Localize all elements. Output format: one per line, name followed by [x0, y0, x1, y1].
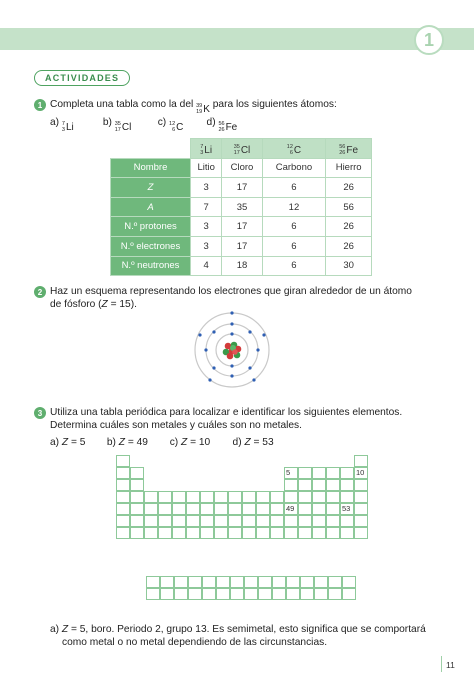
f-block-cell [188, 588, 202, 600]
periodic-table-cell [354, 455, 368, 467]
q3-opt-c-value: = 10 [190, 437, 211, 448]
q1-option-c [158, 116, 204, 134]
th-li-mass: 7 [200, 144, 204, 151]
periodic-table-cell [312, 467, 326, 479]
q1-opt-a-z: 3 [61, 126, 65, 133]
answer-line1-text: = 5, boro. Periodo 2, grupo 13. Es semimetal, esto significa que se comportará [70, 624, 426, 635]
periodic-table-cell [116, 467, 130, 479]
periodic-table-cell [242, 515, 256, 527]
row-label-electrones: N.º electrones [111, 236, 191, 256]
f-block-cell [216, 588, 230, 600]
cell: Cloro [222, 158, 262, 178]
table-row [111, 178, 372, 198]
periodic-table-cell [298, 467, 312, 479]
cell: 6 [262, 217, 326, 237]
q2-line2-b: = 15). [107, 299, 137, 310]
question-3-line-1: Utiliza una tabla periódica para localizar e identificar los siguientes elementos. [50, 407, 403, 418]
periodic-table-cell [340, 479, 354, 491]
periodic-table-cell [172, 503, 186, 515]
f-block-cell [188, 576, 202, 588]
answer-var: Z [61, 624, 69, 635]
periodic-table-cell [298, 527, 312, 539]
row-label-a: A [111, 197, 191, 217]
f-block-cell [230, 588, 244, 600]
element-number-b5: 5 [286, 468, 291, 477]
q1-opt-c-z: 6 [172, 126, 176, 133]
periodic-table-cell [326, 479, 340, 491]
periodic-table-cell [186, 515, 200, 527]
periodic-table-cell [130, 491, 144, 503]
periodic-table-cell [242, 491, 256, 503]
f-block-cell [160, 588, 174, 600]
f-block-cell [146, 576, 160, 588]
chapter-number: 1 [414, 25, 444, 55]
lanthanide-actinide-rows [146, 576, 370, 608]
q3-opt-a-letter: a) [50, 437, 60, 448]
q3-opt-d-var: Z [244, 437, 251, 448]
q3-opt-b-value: = 49 [127, 437, 148, 448]
periodic-table-cell [200, 527, 214, 539]
cell: 17 [222, 236, 262, 256]
th-li-z: 3 [200, 149, 204, 156]
cell: 30 [326, 256, 372, 276]
periodic-table-cell [256, 491, 270, 503]
periodic-table-cell [158, 503, 172, 515]
cell: 4 [191, 256, 222, 276]
periodic-table-cell [242, 527, 256, 539]
periodic-table-cell [144, 515, 158, 527]
question-number-3: 3 [34, 407, 46, 419]
q3-option-a [50, 436, 104, 449]
element-number-ne10: 10 [356, 468, 365, 477]
q1-ref-isotope [196, 103, 210, 116]
page-number: 11 [446, 660, 455, 670]
periodic-table-cell [158, 515, 172, 527]
table-header-row [111, 139, 372, 159]
q3-opt-c-var: Z [181, 437, 188, 448]
f-block-cell [174, 588, 188, 600]
q1-opt-d-mass: 56 [218, 121, 225, 127]
cell: 6 [262, 236, 326, 256]
periodic-table-cell [172, 491, 186, 503]
periodic-table-cell [326, 467, 340, 479]
periodic-table-cell [284, 479, 298, 491]
cell: 12 [262, 197, 326, 217]
element-number-i53: 53 [342, 504, 351, 513]
periodic-table-cell [242, 503, 256, 515]
periodic-table-cell [186, 503, 200, 515]
periodic-table-cell [298, 515, 312, 527]
q1-options [50, 116, 257, 134]
periodic-table-cell [200, 503, 214, 515]
cell: Hierro [326, 158, 372, 178]
q3-opt-a-value: = 5 [70, 437, 86, 448]
q1-option-b-letter: b) [102, 117, 112, 128]
q1-opt-a-mass: 7 [61, 121, 65, 127]
th-fe-sym: Fe [346, 145, 359, 157]
periodic-table-cell [270, 527, 284, 539]
q3-opt-d-letter: d) [232, 437, 242, 448]
periodic-table-cell [284, 527, 298, 539]
table-header-fe [326, 139, 372, 159]
question-2-line-1: Haz un esquema representando los electrones que giran alrededor de un átomo [50, 286, 412, 297]
q2-line2-a: de fósforo ( [50, 299, 102, 310]
q1-option-d [207, 116, 257, 134]
answer-line-1 [50, 623, 426, 636]
f-block-cell [286, 588, 300, 600]
q3-options [50, 436, 293, 449]
periodic-table-cell [144, 491, 158, 503]
periodic-table-cell [354, 479, 368, 491]
th-c-z: 6 [289, 149, 293, 156]
header-band-right [444, 28, 474, 50]
q1-option-b [103, 116, 155, 134]
periodic-table-cell [130, 527, 144, 539]
periodic-table-cell [312, 479, 326, 491]
q1-opt-b-sym: Cl [121, 122, 132, 133]
periodic-table-cell [326, 515, 340, 527]
periodic-table-cell [312, 527, 326, 539]
periodic-table-cell [214, 515, 228, 527]
question-3-line-2: Determina cuáles son metales y cuáles son no metales. [50, 420, 302, 431]
f-block-cell [300, 576, 314, 588]
periodic-table-cell [340, 515, 354, 527]
atoms-table [110, 138, 372, 276]
periodic-table-cell [116, 503, 130, 515]
f-block-cell [314, 588, 328, 600]
periodic-table-cell [354, 491, 368, 503]
f-block-cell [314, 576, 328, 588]
q1-option-a [50, 116, 100, 134]
f-block-cell [342, 576, 356, 588]
periodic-table-cell [200, 491, 214, 503]
f-block-cell [258, 588, 272, 600]
periodic-table-cell [186, 527, 200, 539]
table-row [111, 217, 372, 237]
table-row [111, 256, 372, 276]
q1-option-a-letter: a) [50, 117, 60, 128]
periodic-table-cell [284, 503, 298, 515]
th-c-mass: 12 [286, 144, 293, 151]
phosphorus-atom-diagram [192, 310, 272, 390]
periodic-table-cell [130, 515, 144, 527]
q3-opt-b-var: Z [118, 437, 125, 448]
cell: 6 [262, 178, 326, 198]
q1-opt-d-z: 26 [218, 126, 225, 133]
periodic-table-cell [172, 515, 186, 527]
element-number-in49: 49 [286, 504, 295, 513]
f-block-cell [160, 576, 174, 588]
cell: 3 [191, 178, 222, 198]
question-number-1: 1 [34, 99, 46, 111]
periodic-table-cell [284, 467, 298, 479]
row-label-nombre: Nombre [111, 158, 191, 178]
periodic-table-cell [326, 503, 340, 515]
periodic-table-cell [158, 527, 172, 539]
question-number-2: 2 [34, 286, 46, 298]
periodic-table-cell [312, 491, 326, 503]
table-row [111, 236, 372, 256]
table-header-cl [222, 139, 262, 159]
header-band [0, 28, 474, 50]
periodic-table-cell [270, 503, 284, 515]
q1-opt-c-mass: 12 [169, 121, 176, 127]
f-block-cell [328, 576, 342, 588]
cell: 3 [191, 236, 222, 256]
f-block-cell [216, 576, 230, 588]
page-number-divider [441, 656, 442, 672]
periodic-table-cell [284, 515, 298, 527]
cell: Carbono [262, 158, 326, 178]
cell: 7 [191, 197, 222, 217]
q1-opt-b-mass: 35 [114, 121, 121, 127]
q1-opt-a-sym: Li [65, 122, 74, 133]
periodic-table-cell [298, 503, 312, 515]
periodic-table-cell [256, 527, 270, 539]
cell: 17 [222, 178, 262, 198]
q1-opt-c-sym: C [176, 122, 184, 133]
periodic-table-cell [214, 503, 228, 515]
th-c-sym: C [293, 145, 302, 157]
nucleus [223, 342, 242, 360]
periodic-table-cell [298, 479, 312, 491]
periodic-table-cell [284, 491, 298, 503]
periodic-table-cell [186, 491, 200, 503]
f-block-cell [202, 576, 216, 588]
answer-line-2: como metal o no metal dependiendo de las circunstancias. [62, 637, 328, 648]
periodic-table-cell [116, 479, 130, 491]
q3-opt-b-letter: b) [106, 437, 116, 448]
th-fe-z: 26 [339, 149, 346, 156]
periodic-table-cell [130, 479, 144, 491]
q3-option-d [233, 436, 293, 449]
cell: 56 [326, 197, 372, 217]
question-2-line-2 [50, 298, 137, 311]
periodic-table-cell [116, 455, 130, 467]
q1-text-b: para los siguientes átomos: [212, 99, 337, 110]
periodic-table-cell [228, 515, 242, 527]
table-header-c [262, 139, 326, 159]
row-label-z: Z [111, 178, 191, 198]
section-badge: ACTIVIDADES [34, 70, 130, 86]
periodic-table-grid [116, 455, 368, 563]
f-block-cell [258, 576, 272, 588]
periodic-table-cell [354, 503, 368, 515]
periodic-table-cell [326, 527, 340, 539]
table-corner [111, 139, 191, 159]
f-block-cell [342, 588, 356, 600]
periodic-table-cell [312, 503, 326, 515]
periodic-table-cell [340, 491, 354, 503]
periodic-table-cell [158, 491, 172, 503]
cell: 3 [191, 217, 222, 237]
periodic-table-cell [214, 527, 228, 539]
q3-opt-d-value: = 53 [253, 437, 274, 448]
periodic-table-cell [144, 527, 158, 539]
periodic-table-cell [214, 491, 228, 503]
cell: 17 [222, 217, 262, 237]
f-block-cell [244, 588, 258, 600]
cell: 26 [326, 178, 372, 198]
table-row [111, 158, 372, 178]
f-block-cell [286, 576, 300, 588]
q1-opt-d-sym: Fe [225, 122, 238, 133]
th-cl-mass: 35 [233, 144, 240, 151]
periodic-table-cell [116, 527, 130, 539]
periodic-table-cell [312, 515, 326, 527]
periodic-table-cell [270, 515, 284, 527]
f-block-cell [230, 576, 244, 588]
q1-opt-b-z: 17 [114, 126, 121, 133]
q3-opt-a-var: Z [61, 437, 69, 448]
periodic-table-cell [130, 467, 144, 479]
table-row [111, 197, 372, 217]
periodic-table-cell [172, 527, 186, 539]
f-block-cell [272, 588, 286, 600]
q3-option-b [107, 436, 167, 449]
th-fe-mass: 56 [339, 144, 346, 151]
q1-ref-z: 19 [196, 108, 203, 115]
cell: 26 [326, 217, 372, 237]
q1-text-a: Completa una tabla como la del [50, 99, 194, 110]
q1-ref-mass: 39 [196, 103, 203, 109]
f-block-cell [328, 588, 342, 600]
q1-option-d-letter: d) [206, 117, 216, 128]
periodic-table-cell [116, 491, 130, 503]
q2-line2-var: Z [101, 299, 108, 310]
f-block-cell [146, 588, 160, 600]
row-label-neutrones: N.º neutrones [111, 256, 191, 276]
cell: Litio [191, 158, 222, 178]
periodic-table-cell [228, 491, 242, 503]
periodic-table-cell [354, 515, 368, 527]
cell: 35 [222, 197, 262, 217]
f-block-cell [174, 576, 188, 588]
periodic-table-cell [354, 467, 368, 479]
f-block-cell [272, 576, 286, 588]
periodic-table-cell [298, 491, 312, 503]
f-block-cell [300, 588, 314, 600]
q1-ref-sym: K [203, 104, 210, 115]
f-block-cell [202, 588, 216, 600]
periodic-table-cell [130, 503, 144, 515]
periodic-table-cell [354, 527, 368, 539]
periodic-table-cell [228, 527, 242, 539]
q3-option-c [170, 436, 230, 449]
table-header-li [191, 139, 222, 159]
periodic-table-cell [144, 503, 158, 515]
periodic-table-cell [116, 515, 130, 527]
th-cl-sym: Cl [240, 145, 251, 157]
cell: 6 [262, 256, 326, 276]
periodic-table-cell [326, 491, 340, 503]
periodic-table-cell [270, 491, 284, 503]
question-1-text [50, 98, 337, 116]
th-li-sym: Li [204, 145, 213, 157]
q1-option-c-letter: c) [157, 117, 167, 128]
th-cl-z: 17 [233, 149, 240, 156]
periodic-table-cell [256, 515, 270, 527]
q3-opt-c-letter: c) [169, 437, 179, 448]
periodic-table-cell [340, 467, 354, 479]
periodic-table-cell [200, 515, 214, 527]
cell: 26 [326, 236, 372, 256]
periodic-table-cell [340, 527, 354, 539]
periodic-table-cell [256, 503, 270, 515]
answer-letter: a) [50, 624, 60, 635]
cell: 18 [222, 256, 262, 276]
periodic-table-cell [340, 503, 354, 515]
row-label-protones: N.º protones [111, 217, 191, 237]
periodic-table-cell [228, 503, 242, 515]
f-block-cell [244, 576, 258, 588]
